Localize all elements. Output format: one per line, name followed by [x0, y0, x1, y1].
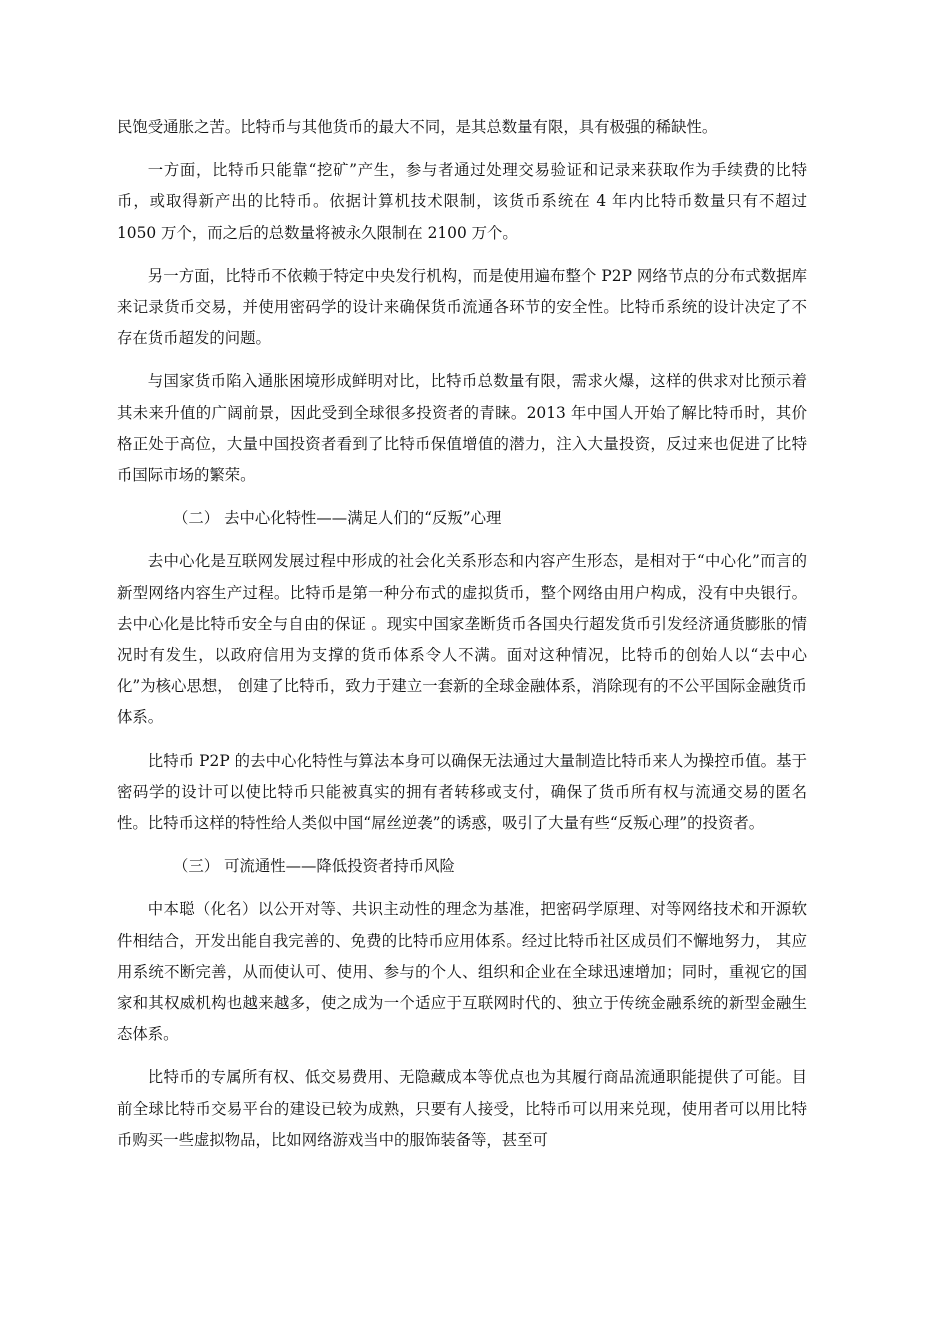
paragraph-4: 与国家货币陷入通胀困境形成鲜明对比，比特币总数量有限，需求火爆，这样的供求对比预示着其未来升值的广阔前景，因此受到全球很多投资者的青睐。2013 年中国人开始了解比特币时，其价格正处于高位，大量中国投资者看到了比特币保值增值的潜力，注入大量投资，反过来也促进了比特币国际市场的繁荣。	[117, 372, 807, 485]
section-heading-2: （二） 去中心化特性——满足人们的“反叛”心理	[173, 509, 502, 528]
paragraph-7: 中本聪（化名）以公开对等、共识主动性的理念为基准，把密码学原理、对等网络技术和开源软件相结合，开发出能自我完善的、免费的比特币应用体系。经过比特币社区成员们不懈地努力， 其应用系统不断完善，从而使认可、使用、参与的个人、组织和企业在全球迅速增加；同时，重视它的国家和其权威机构也越来越多，使之成为一个适应于互联网时代的、独立于传统金融系统的新型金融生态体系。	[117, 900, 807, 1044]
paragraph-6: 比特币 P2P 的去中心化特性与算法本身可以确保无法通过大量制造比特币来人为操控币值。基于密码学的设计可以使比特币只能被真实的拥有者转移或支付，确保了货币所有权与流通交易的匿名性。比特币这样的特性给人类似中国“屌丝逆袭”的诱惑，吸引了大量有些“反叛心理”的投资者。	[117, 751, 807, 833]
paragraph-5: 去中心化是互联网发展过程中形成的社会化关系形态和内容产生形态，是相对于“中心化”而言的新型网络内容生产过程。比特币是第一种分布式的虚拟货币，整个网络由用户构成，没有中央银行。去中心化是比特币安全与自由的保证 。现实中国家垄断货币各国央行超发货币引发经济通货膨胀的情况时有发生，以政府信用为支撑的货币体系令人不满。面对这种情况，比特币的创始人以“去中心化”为核心思想， 创建了比特币，致力于建立一套新的全球金融体系，消除现有的不公平国际金融货币体系。	[117, 552, 807, 727]
document-body	[117, 112, 807, 1168]
paragraph-3: 另一方面，比特币不依赖于特定中央发行机构，而是使用遍布整个 P2P 网络节点的分布式数据库来记录货币交易，并使用密码学的设计来确保货币流通各环节的安全性。比特币系统的设计决定了不存在货币超发的问题。	[117, 266, 807, 348]
section-heading-3: （三） 可流通性——降低投资者持币风险	[173, 857, 455, 876]
paragraph-8: 比特币的专属所有权、低交易费用、无隐藏成本等优点也为其履行商品流通职能提供了可能。目前全球比特币交易平台的建设已较为成熟，只要有人接受，比特币可以用来兑现，使用者可以用比特币购买一些虚拟物品，比如网络游戏当中的服饰装备等，甚至可	[117, 1068, 807, 1149]
paragraph-2: 一方面，比特币只能靠“挖矿”产生，参与者通过处理交易验证和记录来获取作为手续费的比特币，或取得新产出的比特币。依据计算机技术限制，该货币系统在 4 年内比特币数量只有不超过 1050 万个，而之后的总数量将被永久限制在 2100 万个。	[117, 161, 807, 242]
paragraph-1: 民饱受通胀之苦。比特币与其他货币的最大不同，是其总数量有限，具有极强的稀缺性。	[117, 118, 718, 136]
